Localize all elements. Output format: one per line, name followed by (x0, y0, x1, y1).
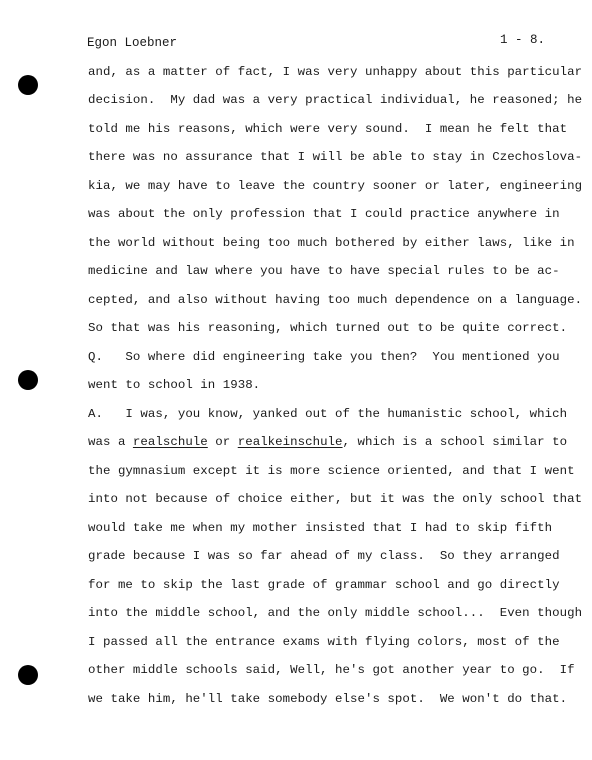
text-line: we take him, he'll take somebody else's spot. We won't do that. (88, 692, 568, 706)
text-line: other middle schools said, Well, he's got another year to go. If (88, 663, 575, 677)
binder-hole-middle (18, 370, 38, 390)
text-line: would take me when my mother insisted that I had to skip fifth (88, 521, 553, 535)
text-line: medicine and law where you have to have special rules to be ac- (88, 264, 560, 278)
text-line: into not because of choice either, but it was the only school that (88, 492, 583, 506)
text-line: cepted, and also without having too much dependence on a language. (88, 293, 583, 307)
text-line: kia, we may have to leave the country sooner or later, engineering (88, 179, 583, 193)
answer-line: A. I was, you know, yanked out of the humanistic school, which (88, 407, 568, 421)
text-line: the world without being too much bothered by either laws, like in (88, 236, 575, 250)
text-line: decision. My dad was a very practical individual, he reasoned; he (88, 93, 583, 107)
text-line: I passed all the entrance exams with flying colors, most of the (88, 635, 560, 649)
text-line: grade because I was so far ahead of my class. So they arranged (88, 549, 560, 563)
binder-hole-top (18, 75, 38, 95)
text-line: into the middle school, and the only middle school... Even though (88, 606, 583, 620)
text-segment: , which is a school similar to (342, 435, 568, 449)
text-line: was about the only profession that I could practice anywhere in (88, 207, 560, 221)
interviewee-name: Egon Loebner (87, 36, 178, 50)
text-line: for me to skip the last grade of grammar school and go directly (88, 578, 560, 592)
text-line: there was no assurance that I will be able to stay in Czechoslova- (88, 150, 583, 164)
text-line: So that was his reasoning, which turned out to be quite correct. (88, 321, 568, 335)
text-segment: or (207, 435, 238, 449)
underlined-term: realschule (132, 435, 208, 449)
binder-hole-bottom (18, 665, 38, 685)
text-segment: was a (88, 435, 133, 449)
underlined-term: realkeinschule (237, 435, 343, 449)
text-line: and, as a matter of fact, I was very unhappy about this particular (88, 65, 583, 79)
text-line (88, 436, 567, 448)
question-line: Q. So where did engineering take you then? You mentioned you (88, 350, 560, 364)
text-line: the gymnasium except it is more science oriented, and that I went (88, 464, 575, 478)
page-number: 1 - 8. (500, 33, 546, 47)
text-line: told me his reasons, which were very sound. I mean he felt that (88, 122, 568, 136)
text-line: went to school in 1938. (88, 378, 261, 392)
